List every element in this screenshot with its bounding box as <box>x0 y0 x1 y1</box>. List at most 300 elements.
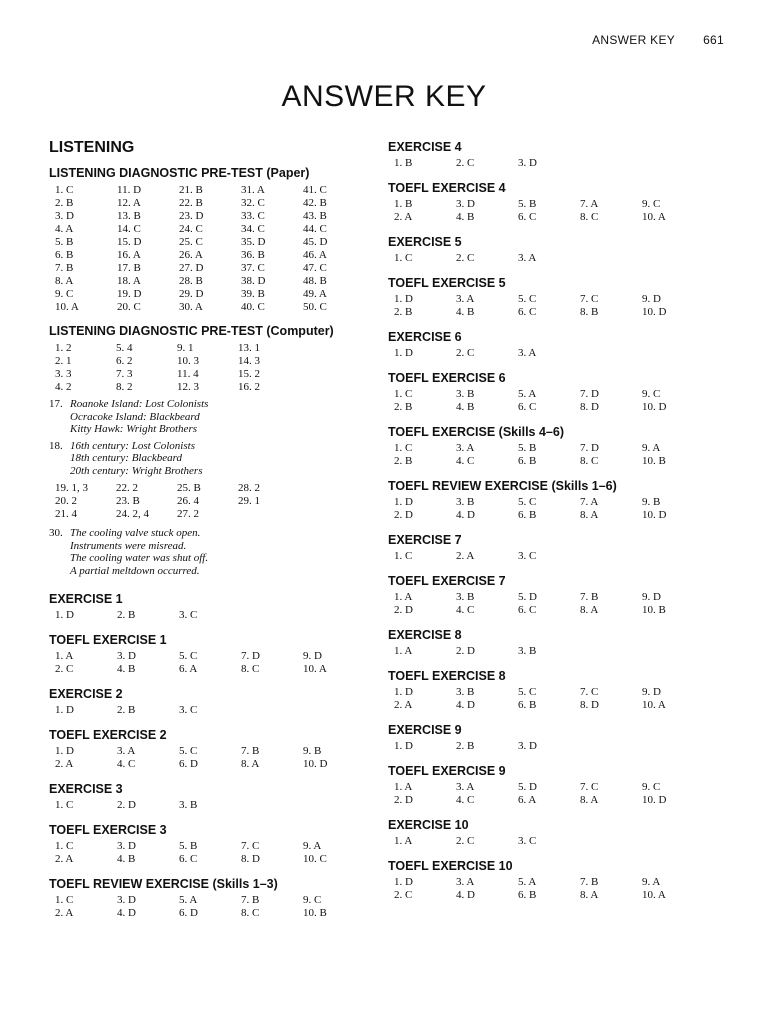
answer-cell: 8. A <box>580 794 599 806</box>
answer-cell: 4. C <box>456 455 475 467</box>
answer-cell: 4. 2 <box>55 381 72 393</box>
answer-cell: 39. B <box>241 288 265 300</box>
exercise-title: TOEFL EXERCISE 9 <box>388 764 506 778</box>
answer-cell: 33. C <box>241 210 265 222</box>
exercise-answers <box>49 650 384 676</box>
paper-pretest-block <box>49 166 384 314</box>
exercise-block <box>388 139 723 170</box>
answer-cell: 1. D <box>55 609 74 621</box>
answer-cell: 4. B <box>117 663 136 675</box>
answer-cell: 2. A <box>55 853 74 865</box>
answer-cell: 10. A <box>55 301 79 313</box>
answer-cell: 5. C <box>179 650 198 662</box>
answer-cell: 2. C <box>394 889 413 901</box>
answer-cell: 3. B <box>518 645 537 657</box>
answer-cell: 8. C <box>241 663 260 675</box>
answer-cell: 2. D <box>456 645 475 657</box>
answer-cell: 23. B <box>116 495 140 507</box>
answer-cell: 6. C <box>179 853 198 865</box>
exercise-block <box>388 478 723 522</box>
answer-cell: 6. C <box>518 306 537 318</box>
answer-cell: 2. C <box>456 252 475 264</box>
exercise-title: TOEFL EXERCISE 2 <box>49 728 167 742</box>
answer-cell: 3. B <box>456 496 475 508</box>
answer-cell: 15. 2 <box>238 368 260 380</box>
answer-cell: 1. D <box>394 740 413 752</box>
answer-line: Kitty Hawk: Wright Brothers <box>70 423 198 435</box>
answer-cell: 28. B <box>179 275 203 287</box>
answer-cell: 4. D <box>456 889 475 901</box>
answer-line: Instruments were misread. <box>70 539 187 552</box>
answer-cell: 45. D <box>303 236 328 248</box>
answer-cell: 9. C <box>303 894 322 906</box>
exercise-block <box>388 627 723 658</box>
answer-cell: 9. 1 <box>177 342 194 354</box>
answer-cell: 7. C <box>580 686 599 698</box>
answer-cell: 48. B <box>303 275 327 287</box>
answer-cell: 16. 2 <box>238 381 260 393</box>
answer-cell <box>238 508 299 521</box>
answer-cell: 3. 3 <box>55 368 72 380</box>
answer-cell: 3. B <box>179 799 198 811</box>
exercise-block <box>388 763 723 807</box>
answer-cell: 1. 2 <box>55 342 72 354</box>
answer-cell: 2. A <box>55 758 74 770</box>
answer-cell: 40. C <box>241 301 265 313</box>
answer-cell: 7. B <box>241 745 260 757</box>
answer-cell: 28. 2 <box>238 482 260 494</box>
answer-cell: 43. B <box>303 210 327 222</box>
answer-cell: 3. A <box>456 781 475 793</box>
answer-cell: 24. C <box>179 223 203 235</box>
answer-cell: 1. A <box>394 591 413 603</box>
answer-cell: 7. A <box>580 496 599 508</box>
answer-cell: 2. 1 <box>55 355 72 367</box>
answer-cell: 27. 2 <box>177 508 199 520</box>
answer-cell: 6. B <box>518 509 537 521</box>
exercise-block <box>388 275 723 319</box>
answer-cell: 11. 4 <box>177 368 199 380</box>
exercise-block <box>388 858 723 902</box>
answer-cell: 36. B <box>241 249 265 261</box>
answer-cell: 4. A <box>55 223 74 235</box>
answer-cell: 5. A <box>518 876 537 888</box>
section-heading-listening: LISTENING <box>49 139 135 156</box>
answer-cell: 25. C <box>179 236 203 248</box>
answer-cell: 22. 2 <box>116 482 138 494</box>
answer-line <box>49 440 384 453</box>
exercise-title: EXERCISE 2 <box>49 687 123 701</box>
exercise-title: EXERCISE 4 <box>388 140 462 154</box>
answer-cell: 10. B <box>642 604 666 616</box>
exercise-answers <box>49 799 384 812</box>
answer-cell: 2. C <box>456 835 475 847</box>
answer-cell: 2. D <box>117 799 136 811</box>
answer-cell: 13. 1 <box>238 342 260 354</box>
answer-cell: 14. C <box>117 223 141 235</box>
answer-cell: 11. D <box>117 184 142 196</box>
answer-cell: 6. A <box>518 794 537 806</box>
exercise-block <box>49 876 384 920</box>
answer-cell: 7. 3 <box>116 368 133 380</box>
answer-cell: 20. 2 <box>55 495 77 507</box>
answer-cell: 7. D <box>241 650 260 662</box>
answer-cell: 9. D <box>303 650 322 662</box>
answer-cell: 10. 3 <box>177 355 199 367</box>
answer-cell: 4. B <box>456 401 475 413</box>
answer-cell: 1. D <box>55 704 74 716</box>
answer-cell: 7. A <box>580 198 599 210</box>
answer-cell: 3. D <box>117 894 136 906</box>
answer-text: The cooling valve stuck open. <box>70 527 201 539</box>
answer-line: Ocracoke Island: Blackbeard <box>70 410 200 423</box>
answer-cell: 7. B <box>580 591 599 603</box>
answer-cell: 3. B <box>456 388 475 400</box>
answer-cell: 5. B <box>518 198 537 210</box>
answer-cell: 7. B <box>241 894 260 906</box>
exercise-title: TOEFL EXERCISE 10 <box>388 859 513 873</box>
answer-cell: 3. A <box>456 293 475 305</box>
answer-cell: 41. C <box>303 184 327 196</box>
answer-cell: 4. D <box>456 509 475 521</box>
answer-cell: 7. D <box>580 442 599 454</box>
answer-text: 16th century: Lost Colonists <box>70 439 195 452</box>
exercise-title: TOEFL EXERCISE 8 <box>388 669 506 683</box>
answer-cell: 8. A <box>580 889 599 901</box>
answer-cell: 3. B <box>456 686 475 698</box>
exercise-block <box>388 817 723 848</box>
question-number: 30. <box>49 527 63 539</box>
answer-cell: 6. B <box>518 699 537 711</box>
exercise-block <box>49 781 384 812</box>
answer-cell: 12. 3 <box>177 381 199 393</box>
answer-cell: 1. A <box>394 645 413 657</box>
answer-cell: 30. A <box>179 301 203 313</box>
answer-cell: 9. A <box>642 442 661 454</box>
answer-cell: 6. C <box>518 211 537 223</box>
answer-cell: 17. B <box>117 262 141 274</box>
answer-cell: 8. D <box>580 401 599 413</box>
answer-cell: 3. A <box>518 252 537 264</box>
exercise-answers <box>388 591 723 617</box>
answer-cell: 4. B <box>456 306 475 318</box>
answer-cell: 8. A <box>580 604 599 616</box>
exercise-block <box>49 822 384 866</box>
answer-cell: 1. C <box>55 894 74 906</box>
answer-cell: 8. C <box>580 211 599 223</box>
answer-cell: 18. A <box>117 275 141 287</box>
answer-cell: 5. A <box>179 894 198 906</box>
answer-cell: 9. D <box>642 293 661 305</box>
exercise-title: TOEFL EXERCISE 4 <box>388 181 506 195</box>
answer-cell: 8. A <box>55 275 74 287</box>
answer-cell: 1. A <box>394 781 413 793</box>
answer-cell: 46. A <box>303 249 327 261</box>
exercise-title: EXERCISE 7 <box>388 533 462 547</box>
answer-cell: 5. C <box>179 745 198 757</box>
answer-cell: 50. C <box>303 301 327 313</box>
answer-cell: 5. B <box>179 840 198 852</box>
answer-cell: 5. 4 <box>116 342 133 354</box>
answer-cell: 27. D <box>179 262 204 274</box>
running-head <box>592 33 724 47</box>
exercise-title: EXERCISE 3 <box>49 782 123 796</box>
question-number: 18. <box>49 439 63 452</box>
answer-cell: 1. D <box>394 686 413 698</box>
answer-cell: 2. D <box>394 794 413 806</box>
answer-cell: 1. C <box>394 550 413 562</box>
answer-cell: 8. D <box>580 699 599 711</box>
answer-cell: 6. C <box>518 401 537 413</box>
computer-pretest-answers-a <box>49 342 384 394</box>
answer-cell: 2. C <box>55 663 74 675</box>
answer-cell: 2. B <box>117 609 136 621</box>
answer-cell: 5. D <box>518 591 537 603</box>
answer-cell: 8. B <box>580 306 599 318</box>
answer-cell: 19. 1, 3 <box>55 482 88 494</box>
exercise-answers <box>388 442 723 468</box>
answer-cell: 1. A <box>55 650 74 662</box>
answer-cell: 10. D <box>642 509 667 521</box>
answer-cell: 2. D <box>394 604 413 616</box>
answer-cell: 3. C <box>179 609 198 621</box>
answer-cell: 3. A <box>117 745 136 757</box>
answer-cell: 9. A <box>303 840 322 852</box>
answer-cell: 6. B <box>518 455 537 467</box>
exercise-title: EXERCISE 10 <box>388 818 469 832</box>
answer-cell: 38. D <box>241 275 266 287</box>
answer-cell: 5. A <box>518 388 537 400</box>
answer-cell: 8. A <box>241 758 260 770</box>
exercise-title: EXERCISE 5 <box>388 235 462 249</box>
answer-cell: 3. C <box>518 835 537 847</box>
answer-cell: 8. 2 <box>116 381 133 393</box>
answer-cell: 2. A <box>456 550 475 562</box>
answer-cell: 10. A <box>642 211 666 223</box>
answer-cell: 2. B <box>117 704 136 716</box>
answer-cell: 9. A <box>642 876 661 888</box>
exercise-block <box>388 532 723 563</box>
answer-cell: 10. C <box>303 853 327 865</box>
answer-cell: 1. B <box>394 157 413 169</box>
exercise-title: TOEFL EXERCISE 6 <box>388 371 506 385</box>
exercise-title: TOEFL REVIEW EXERCISE (Skills 1–3) <box>49 877 278 891</box>
answer-cell: 6. B <box>518 889 537 901</box>
answer-cell: 22. B <box>179 197 203 209</box>
answer-cell: 4. C <box>117 758 136 770</box>
right-column <box>388 139 723 912</box>
answer-line: The cooling water was shut off. <box>70 552 209 564</box>
exercise-title: TOEFL EXERCISE (Skills 4–6) <box>388 425 564 439</box>
exercise-answers <box>388 252 723 265</box>
answer-cell: 25. B <box>177 482 201 494</box>
answer-cell: 10. A <box>642 699 666 711</box>
answer-cell: 7. C <box>580 293 599 305</box>
running-title: ANSWER KEY <box>592 33 676 47</box>
answer-cell: 7. B <box>580 876 599 888</box>
exercise-block <box>388 573 723 617</box>
exercise-answers <box>388 876 723 902</box>
answer-cell: 5. C <box>518 293 537 305</box>
answer-cell: 4. D <box>456 699 475 711</box>
computer-pretest-title: LISTENING DIAGNOSTIC PRE-TEST (Computer) <box>49 324 334 338</box>
answer-cell: 2. B <box>394 401 413 413</box>
exercise-answers <box>388 781 723 807</box>
answer-cell: 4. B <box>117 853 136 865</box>
answer-cell: 49. A <box>303 288 327 300</box>
page-number: 661 <box>703 33 724 47</box>
exercise-block <box>388 329 723 360</box>
answer-cell: 6. 2 <box>116 355 133 367</box>
answer-cell: 2. B <box>394 306 413 318</box>
answer-line: A partial meltdown occurred. <box>70 564 200 577</box>
answer-cell: 4. D <box>117 907 136 919</box>
exercise-title: EXERCISE 1 <box>49 592 123 606</box>
answer-cell: 2. D <box>394 509 413 521</box>
answer-cell: 6. C <box>518 604 537 616</box>
exercise-answers <box>388 645 723 658</box>
answer-cell: 32. C <box>241 197 265 209</box>
answer-cell: 1. D <box>394 496 413 508</box>
exercise-answers <box>49 745 384 771</box>
answer-cell: 4. C <box>456 604 475 616</box>
answer-cell: 1. C <box>394 252 413 264</box>
answer-cell: 1. C <box>55 799 74 811</box>
answer-cell: 3. D <box>518 740 537 752</box>
exercise-title: TOEFL REVIEW EXERCISE (Skills 1–6) <box>388 479 617 493</box>
answer-cell: 2. A <box>394 699 413 711</box>
question-number: 17. <box>49 398 63 410</box>
answer-cell: 9. C <box>642 781 661 793</box>
answer-cell: 3. D <box>456 198 475 210</box>
answer-cell: 3. B <box>456 591 475 603</box>
answer-cell: 12. A <box>117 197 141 209</box>
answer-cell: 1. A <box>394 835 413 847</box>
exercise-answers <box>49 609 384 622</box>
answer-cell: 24. 2, 4 <box>116 508 149 520</box>
answer-line: 18th century: Blackbeard <box>70 452 182 464</box>
answer-cell: 3. A <box>518 347 537 359</box>
exercise-title: TOEFL EXERCISE 7 <box>388 574 506 588</box>
answer-cell: 6. A <box>179 663 198 675</box>
exercise-block <box>388 668 723 712</box>
answer-cell: 2. C <box>456 157 475 169</box>
answer-cell: 1. D <box>394 347 413 359</box>
answer-cell: 37. C <box>241 262 265 274</box>
answer-cell: 3. D <box>518 157 537 169</box>
left-column <box>49 139 384 930</box>
answer-cell: 9. D <box>642 591 661 603</box>
answer-cell: 29. 1 <box>238 495 260 507</box>
computer-q30 <box>49 527 384 577</box>
answer-text: Roanoke Island: Lost Colonists <box>70 398 209 410</box>
answer-cell: 5. C <box>518 496 537 508</box>
exercise-block <box>388 180 723 224</box>
answer-cell: 13. B <box>117 210 141 222</box>
answer-cell: 3. C <box>518 550 537 562</box>
exercise-block <box>49 591 384 622</box>
answer-cell: 3. C <box>179 704 198 716</box>
answer-cell: 5. D <box>518 781 537 793</box>
answer-cell: 10. B <box>642 455 666 467</box>
answer-cell: 1. C <box>55 184 74 196</box>
paper-pretest-title: LISTENING DIAGNOSTIC PRE-TEST (Paper) <box>49 166 310 180</box>
right-exercises <box>388 139 723 902</box>
answer-cell: 9. C <box>642 198 661 210</box>
answer-cell: 1. C <box>394 442 413 454</box>
answer-cell: 3. A <box>456 442 475 454</box>
answer-cell: 1. D <box>394 293 413 305</box>
answer-cell: 6. B <box>55 249 74 261</box>
exercise-block <box>388 234 723 265</box>
answer-cell: 7. C <box>241 840 260 852</box>
answer-cell: 9. C <box>55 288 74 300</box>
answer-cell: 3. D <box>117 650 136 662</box>
answer-cell: 5. C <box>518 686 537 698</box>
answer-cell: 2. C <box>456 347 475 359</box>
answer-cell: 44. C <box>303 223 327 235</box>
answer-cell: 8. A <box>580 509 599 521</box>
answer-cell: 7. C <box>580 781 599 793</box>
computer-pretest-answers-b <box>49 482 384 521</box>
answer-cell: 6. D <box>179 907 198 919</box>
exercise-title: TOEFL EXERCISE 3 <box>49 823 167 837</box>
exercise-block <box>49 632 384 676</box>
answer-cell: 8. C <box>580 455 599 467</box>
exercise-answers <box>388 740 723 753</box>
exercise-block <box>388 424 723 468</box>
answer-cell: 23. D <box>179 210 204 222</box>
answer-cell: 47. C <box>303 262 327 274</box>
answer-cell: 1. B <box>394 198 413 210</box>
exercise-answers <box>388 388 723 414</box>
exercise-answers <box>388 293 723 319</box>
answer-cell: 14. 3 <box>238 355 260 367</box>
answer-cell: 10. A <box>642 889 666 901</box>
answer-cell: 10. D <box>642 306 667 318</box>
answer-cell: 8. C <box>241 907 260 919</box>
exercise-answers <box>49 704 384 717</box>
answer-cell: 21. 4 <box>55 508 77 520</box>
answer-cell: 1. D <box>55 745 74 757</box>
answer-cell: 1. D <box>394 876 413 888</box>
answer-cell: 42. B <box>303 197 327 209</box>
exercise-title: EXERCISE 9 <box>388 723 462 737</box>
exercise-title: TOEFL EXERCISE 5 <box>388 276 506 290</box>
answer-cell: 10. A <box>303 663 327 675</box>
answer-cell: 9. B <box>642 496 661 508</box>
exercise-answers <box>388 686 723 712</box>
answer-cell: 10. B <box>303 907 327 919</box>
answer-cell: 8. D <box>241 853 260 865</box>
answer-cell: 21. B <box>179 184 203 196</box>
answer-cell: 7. D <box>580 388 599 400</box>
exercise-block <box>388 722 723 753</box>
computer-pretest-block <box>49 324 384 577</box>
answer-cell: 19. D <box>117 288 142 300</box>
exercise-answers <box>388 496 723 522</box>
answer-cell: 3. D <box>117 840 136 852</box>
exercise-answers <box>388 157 723 170</box>
exercise-answers <box>388 198 723 224</box>
exercise-block <box>49 727 384 771</box>
page-title: ANSWER KEY <box>281 80 487 113</box>
answer-cell: 29. D <box>179 288 204 300</box>
answer-cell: 4. C <box>456 794 475 806</box>
exercise-block <box>388 370 723 414</box>
answer-cell: 5. B <box>518 442 537 454</box>
computer-q17 <box>49 398 384 436</box>
